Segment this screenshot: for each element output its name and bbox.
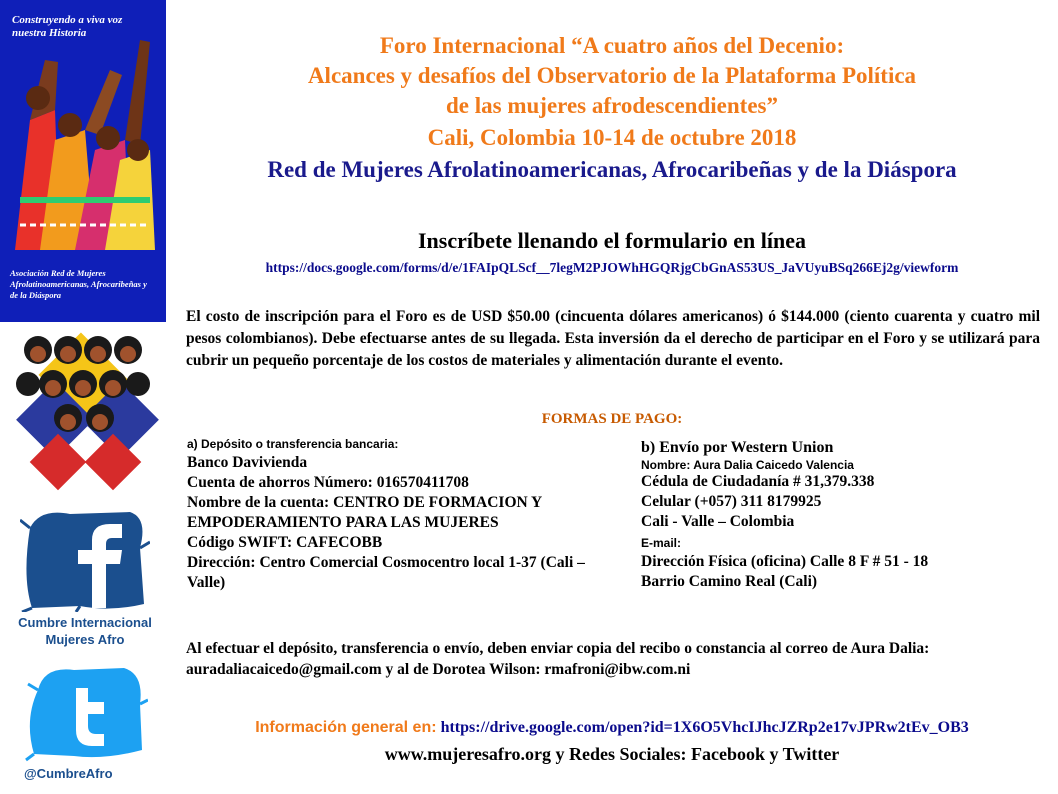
facebook-caption-line1: Cumbre Internacional bbox=[18, 615, 152, 630]
bank-address: Dirección: Centro Comercial Cosmocentro local 1-37 (Cali – Valle) bbox=[187, 554, 585, 591]
twitter-handle[interactable]: @CumbreAfro bbox=[24, 766, 113, 781]
bank-swift-code: Código SWIFT: CAFECOBB bbox=[187, 534, 383, 551]
facebook-caption-line2: Mujeres Afro bbox=[45, 632, 125, 647]
poster-top-text: Construyendo a viva voz nuestra Historia bbox=[12, 14, 123, 39]
twitter-icon[interactable] bbox=[24, 660, 148, 764]
general-info-label: Información general en: bbox=[255, 719, 437, 736]
bank-account-name: Nombre de la cuenta: CENTRO DE FORMACION Y EMPODERAMIENTO PARA LAS MUJERES bbox=[187, 494, 542, 531]
facebook-icon[interactable] bbox=[20, 508, 150, 612]
bank-transfer-title: a) Depósito o transferencia bancaria: bbox=[187, 437, 399, 451]
registration-link[interactable]: https://docs.google.com/forms/d/e/1FAIpQLScf__7legM2PJOWhHGQRjgCbGnAS53US_JaVUyuBSq266Ej2g/viewform bbox=[265, 260, 959, 275]
afro-women-logo bbox=[8, 332, 168, 500]
western-union-id-card: Cédula de Ciudadanía # 31,379.338 bbox=[641, 473, 875, 490]
western-union-address-line1: Dirección Física (oficina) Calle 8 F # 51 - 18 bbox=[641, 553, 929, 570]
western-union-phone: Celular (+057) 311 8179925 bbox=[641, 493, 822, 510]
bank-transfer-section bbox=[187, 436, 607, 593]
header-line2: Alcances y desafíos del Observatorio de la Plataforma Política bbox=[307, 63, 917, 88]
cost-paragraph: El costo de inscripción para el Foro es de USD $50.00 (cincuenta dólares americanos) ó $144.000 (ciento cuarenta y cuatro mil pesos colombianos). Debe efectuarse antes de su llegada. Esta inversión da el derecho de participar en el Foro y se utilizará para cubrir un pequeño porcentaje de los costos de materiales y alimentación durante el evento. bbox=[186, 308, 1040, 369]
deposit-instructions: Al efectuar el depósito, transferencia o envío, deben enviar copia del recibo o constancia al correo de Aura Dalia: auradaliacaicedo@gmail.com y al de Dorotea Wilson: rmafroni@ibw.com.ni bbox=[186, 640, 930, 678]
general-info-link[interactable]: https://drive.google.com/open?id=1X6O5VhcIJhcJZRp2e17vJPRw2tEv_OB3 bbox=[440, 719, 969, 736]
poster-bottom-text: Asociación Red de Mujeres Afrolatinoamericanas, Afrocaribeñas y de la Diáspora bbox=[10, 268, 147, 300]
western-union-title: b) Envío por Western Union bbox=[641, 439, 834, 456]
general-info-line bbox=[166, 719, 1058, 737]
header-organization: Red de Mujeres Afrolatinoamericanas, Afrocaribeñas y de la Diáspora bbox=[267, 157, 957, 182]
header-line3: de las mujeres afrodescendientes” bbox=[446, 93, 778, 118]
header-date-location: Cali, Colombia 10-14 de octubre 2018 bbox=[427, 125, 797, 150]
payment-heading: FORMAS DE PAGO: bbox=[541, 411, 683, 427]
western-union-section bbox=[641, 438, 1041, 592]
western-union-address-line2: Barrio Camino Real (Cali) bbox=[641, 573, 818, 590]
facebook-caption bbox=[0, 614, 170, 648]
registration-heading: Inscríbete llenando el formulario en línea bbox=[417, 228, 807, 253]
header-line1: Foro Internacional “A cuatro años del Decenio: bbox=[379, 33, 845, 58]
western-union-email-label: E-mail: bbox=[641, 536, 682, 550]
western-union-recipient: Nombre: Aura Dalia Caicedo Valencia bbox=[641, 458, 854, 472]
western-union-city: Cali - Valle – Colombia bbox=[641, 513, 795, 530]
bank-name: Banco Davivienda bbox=[187, 454, 308, 471]
website-social-line[interactable]: www.mujeresafro.org y Redes Sociales: Facebook y Twitter bbox=[384, 744, 840, 764]
bank-account-number: Cuenta de ahorros Número: 016570411708 bbox=[187, 474, 469, 491]
